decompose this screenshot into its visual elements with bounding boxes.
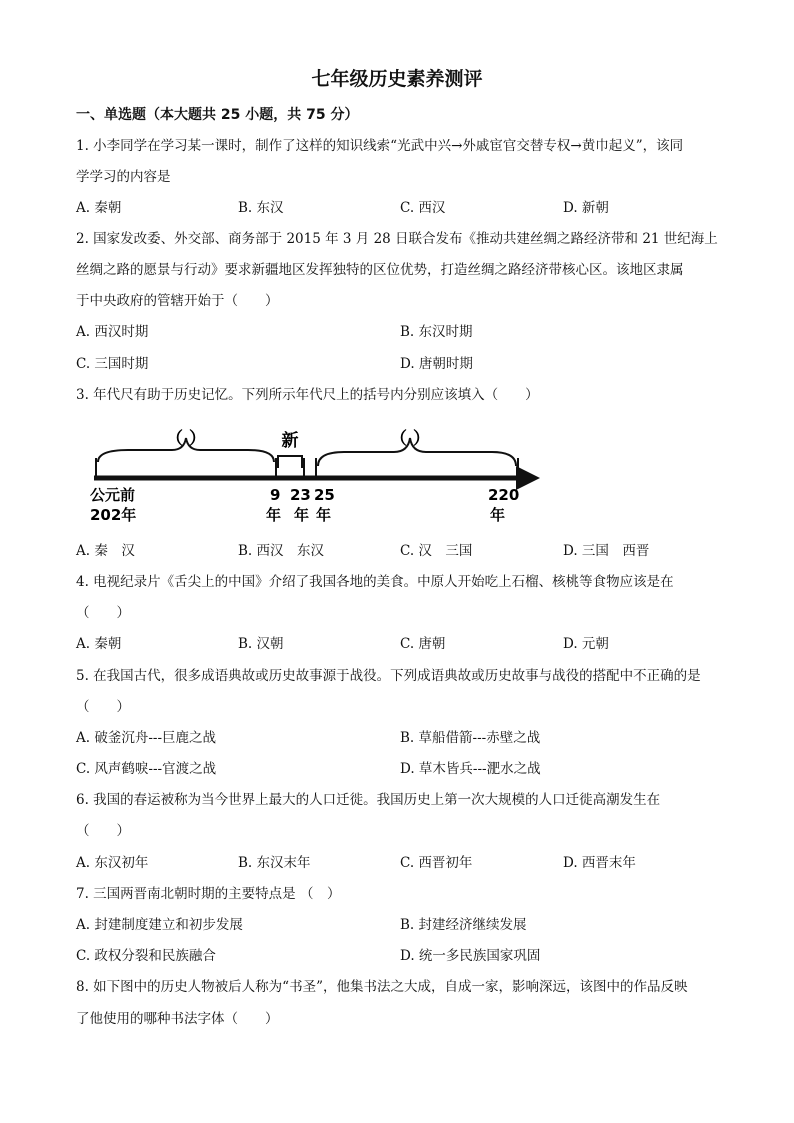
q7-stem-line1: 7. 三国两晋南北朝时期的主要特点是 （ ） [76, 886, 341, 902]
q7-option-d: D. 统一多民族国家巩固 [400, 948, 541, 964]
q1-option-b: B. 东汉 [238, 200, 284, 216]
q1-option-c: C. 西汉 [400, 200, 446, 216]
q2-option-c: C. 三国时期 [76, 356, 149, 372]
label-gongyuanqian: 公元前 [90, 486, 136, 504]
q1-stem-line1: 1. 小李同学在学习某一课时，制作了这样的知识线索“光武中兴→外戚宦官交替专权→黄巾起义”，该同 [76, 138, 684, 154]
q5-stem-line2: （ ） [76, 699, 130, 715]
q1-option-a: A. 秦朝 [76, 200, 122, 216]
q4-stem-line1: 4. 电视纪录片《舌尖上的中国》介绍了我国各地的美食。中原人开始吃上石榴、核桃等食物应该是在 [76, 574, 674, 590]
q2-option-d: D. 唐朝时期 [400, 356, 473, 372]
q4-option-d: D. 元朝 [563, 636, 609, 652]
q2-stem-line3: 于中央政府的管辖开始于（ ） [76, 293, 279, 309]
q6-option-d: D. 西晋末年 [563, 855, 636, 871]
q3-option-a: A. 秦 汉 [76, 543, 135, 559]
q6-option-b: B. 东汉末年 [238, 855, 311, 871]
q4-option-a: A. 秦朝 [76, 636, 122, 652]
q3-stem-line1: 3. 年代尺有助于历史记忆。下列所示年代尺上的括号内分别应该填入（ ） [76, 387, 539, 403]
q5-option-a: A. 破釜沉舟---巨鹿之战 [76, 730, 217, 746]
label-220: 220 [488, 486, 520, 504]
q1-stem-line2: 学学习的内容是 [76, 169, 171, 185]
timeline-figure [88, 422, 548, 532]
bracket-xin-label: 新 [281, 431, 299, 451]
q6-option-a: A. 东汉初年 [76, 855, 149, 871]
bracket-right-label: （ ） [390, 429, 430, 449]
q5-stem-line1: 5. 在我国古代，很多成语典故或历史故事源于战役。下列成语典故或历史故事与战役的搭配中不正确的是 [76, 668, 701, 684]
q3-option-c: C. 汉 三国 [400, 543, 473, 559]
q5-option-b: B. 草船借箭---赤壁之战 [400, 730, 541, 746]
q6-stem-line1: 6. 我国的春运被称为当今世界上最大的人口迁徙。我国历史上第一次大规模的人口迁徙高潮发生在 [76, 792, 661, 808]
label-25-nian: 年 [316, 506, 332, 524]
q8-stem-line1: 8. 如下图中的历史人物被后人称为“书圣”，他集书法之大成，自成一家，影响深远，该图中的作品反映 [76, 979, 688, 995]
page-title: 七年级历史素养测评 [311, 68, 483, 90]
q8-stem-line2: 了他使用的哪种书法字体（ ） [76, 1011, 279, 1027]
q2-option-a: A. 西汉时期 [76, 324, 149, 340]
label-220-nian: 年 [490, 506, 506, 524]
bracket-left-label: （ ） [166, 429, 206, 449]
q2-stem-line2: 丝绸之路的愿景与行动》要求新疆地区发挥独特的区位优势，打造丝绸之路经济带核心区。该地区隶属 [76, 262, 684, 278]
q6-stem-line2: （ ） [76, 823, 130, 839]
q4-option-b: B. 汉朝 [238, 636, 284, 652]
label-25: 25 [314, 486, 335, 504]
label-202nian: 202年 [90, 506, 137, 524]
q7-option-c: C. 政权分裂和民族融合 [76, 948, 216, 964]
label-23-nian: 年 [294, 506, 310, 524]
label-23: 23 [290, 486, 311, 504]
q7-option-a: A. 封建制度建立和初步发展 [76, 917, 243, 933]
q2-option-b: B. 东汉时期 [400, 324, 473, 340]
timeline-arrowhead [516, 466, 540, 490]
bracket-xin [278, 456, 302, 468]
q3-option-d: D. 三国 西晋 [563, 543, 650, 559]
label-9: 9 [270, 486, 281, 504]
q3-option-b: B. 西汉 东汉 [238, 543, 325, 559]
q7-option-b: B. 封建经济继续发展 [400, 917, 527, 933]
q4-stem-line2: （ ） [76, 605, 130, 621]
q5-option-c: C. 风声鹤唳---官渡之战 [76, 761, 217, 777]
q4-option-c: C. 唐朝 [400, 636, 446, 652]
q1-option-d: D. 新朝 [563, 200, 609, 216]
q6-option-c: C. 西晋初年 [400, 855, 473, 871]
q5-option-d: D. 草木皆兵---淝水之战 [400, 761, 541, 777]
label-9-nian: 年 [266, 506, 282, 524]
section-heading: 一、单选题（本大题共 25 小题，共 75 分） [76, 107, 359, 123]
q2-stem-line1: 2. 国家发改委、外交部、商务部于 2015 年 3 月 28 日联合发布《推动共建丝绸之路经济带和 21 世纪海上 [76, 231, 718, 247]
